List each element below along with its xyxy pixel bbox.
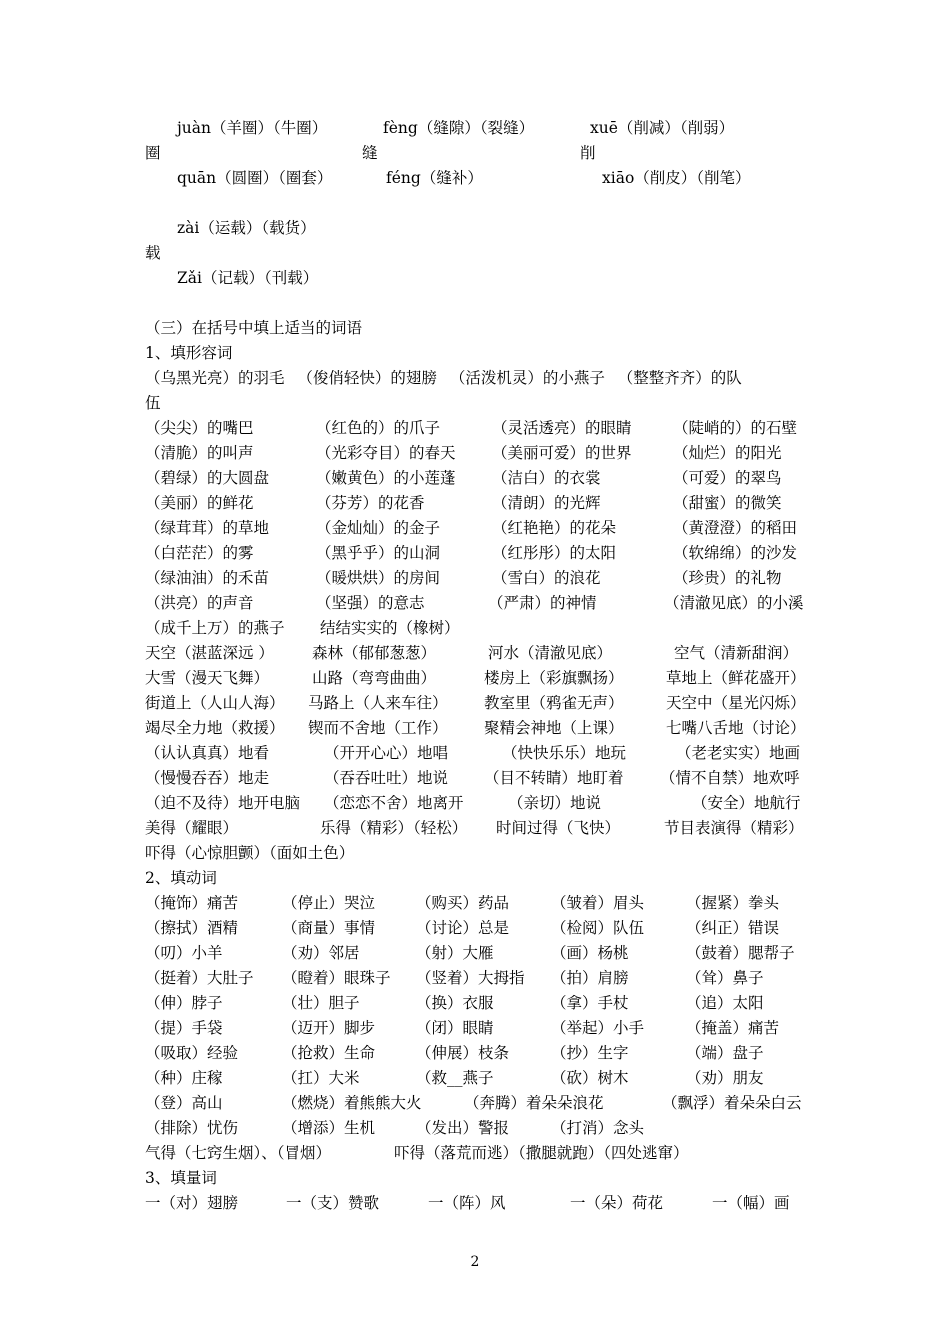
adj-item: （灵活透亮）的眼睛 xyxy=(492,419,632,437)
adj-item: 锲而不舍地（工作） xyxy=(308,719,448,737)
measure-item: 一（对）翅膀 xyxy=(145,1194,239,1212)
verb-item: 吓得（落荒而逃）（撒腿就跑）（四处逃窜） xyxy=(394,1144,689,1162)
verb-item: （拍）肩膀 xyxy=(551,969,629,987)
verb-item: （讨论）总是 xyxy=(416,919,510,937)
adj-item: （情不自禁）地欢呼 xyxy=(660,769,800,787)
measure-item: 一（支）赞歌 xyxy=(286,1194,380,1212)
verb-heading: 2、填动词 xyxy=(145,869,217,887)
verb-item: （停止）哭泣 xyxy=(282,894,376,912)
verb-item: （救__燕子 xyxy=(416,1069,494,1087)
page-number: 2 xyxy=(470,1254,480,1270)
adj-item: （白茫茫）的雾 xyxy=(145,544,254,562)
adj-item: 乐得（精彩）（轻松） xyxy=(320,819,468,837)
pinyin-juan: juàn（羊圈）（牛圈） xyxy=(177,119,328,137)
verb-item: （抄）生字 xyxy=(551,1044,629,1062)
adj-item: 森林（郁郁葱葱） xyxy=(312,644,437,662)
verb-item: （奔腾）着朵朵浪花 xyxy=(464,1094,604,1112)
adj-item: （清澈见底）的小溪 xyxy=(664,594,804,612)
verb-item: （换）衣服 xyxy=(416,994,494,1012)
adj-item: （开开心心）地唱 xyxy=(324,744,449,762)
adj-item: （红色的）的爪子 xyxy=(316,419,441,437)
adj-item: （红艳艳）的花朵 xyxy=(492,519,617,537)
adj-item: 七嘴八舌地（讨论） xyxy=(666,719,806,737)
adj-item: （红彤彤）的太阳 xyxy=(492,544,617,562)
adj-item: 山路（弯弯曲曲） xyxy=(312,669,437,687)
adj-item: （洪亮）的声音 xyxy=(145,594,254,612)
char-xiao: 削 xyxy=(580,144,596,162)
verb-item: （耸）鼻子 xyxy=(686,969,764,987)
adj-item: （可爱）的翠鸟 xyxy=(673,469,782,487)
verb-item: （种）庄稼 xyxy=(145,1069,223,1087)
verb-item: （掩饰）痛苦 xyxy=(145,894,239,912)
adj-item: 美得（耀眼） xyxy=(145,819,239,837)
adj-item: 竭尽全力地（救援） xyxy=(145,719,285,737)
adj-item: 教室里（鸦雀无声） xyxy=(484,694,624,712)
verb-item: （打消）念头 xyxy=(551,1119,645,1137)
adj-item: （安全）地航行 xyxy=(692,794,801,812)
adj-item: （洁白）的衣裳 xyxy=(492,469,601,487)
verb-item: （拿）手杖 xyxy=(551,994,629,1012)
measure-item: 一（朵）荷花 xyxy=(570,1194,664,1212)
verb-item: （迈开）脚步 xyxy=(282,1019,376,1037)
verb-item: （劝）邻居 xyxy=(282,944,360,962)
adj-item: （绿油油）的禾苗 xyxy=(145,569,270,587)
adj-item: （慢慢吞吞）地走 xyxy=(145,769,270,787)
pinyin-xiao: xiāo（削皮）（削笔） xyxy=(602,169,751,187)
verb-item: （吸取）经验 xyxy=(145,1044,239,1062)
adj-item: 时间过得（飞快） xyxy=(496,819,621,837)
verb-item: （握紧）拳头 xyxy=(686,894,780,912)
adj-item: （成千上万）的燕子 xyxy=(145,619,285,637)
verb-item: （瞪着）眼珠子 xyxy=(282,969,391,987)
adj-item: （目不转睛）地盯着 xyxy=(484,769,624,787)
adj-item: （绿茸茸）的草地 xyxy=(145,519,270,537)
adj-item: （迫不及待）地开电脑 xyxy=(145,794,301,812)
pinyin-quan: quān（圆圈）（圈套） xyxy=(177,169,333,187)
pinyin-xue: xuē（削减）（削弱） xyxy=(590,119,735,137)
adj-item: 天空（湛蓝深远 ） xyxy=(145,644,274,662)
adj-item: （暖烘烘）的房间 xyxy=(316,569,441,587)
verb-item: （鼓着）腮帮子 xyxy=(686,944,795,962)
verb-item: （排除）忧伤 xyxy=(145,1119,239,1137)
verb-item: （画）杨桃 xyxy=(551,944,629,962)
adj-item: （黄澄澄）的稻田 xyxy=(673,519,798,537)
verb-item: （举起）小手 xyxy=(551,1019,645,1037)
adj-item: （恋恋不舍）地离开 xyxy=(324,794,464,812)
verb-item: （检阅）队伍 xyxy=(551,919,645,937)
verb-item: （商量）事情 xyxy=(282,919,376,937)
adj-item: 大雪（漫天飞舞） xyxy=(145,669,270,687)
adj-item: （嫩黄色）的小莲蓬 xyxy=(316,469,456,487)
adj-item: （碧绿）的大圆盘 xyxy=(145,469,270,487)
verb-item: （燃烧）着熊熊大火 xyxy=(282,1094,422,1112)
pinyin-feng4: fèng（缝隙）（裂缝） xyxy=(383,119,535,137)
adj-item: （软绵绵）的沙发 xyxy=(673,544,798,562)
adj-item: （清脆）的叫声 xyxy=(145,444,254,462)
verb-item: （掩盖）痛苦 xyxy=(686,1019,780,1037)
adj-item: 聚精会神地（上课） xyxy=(484,719,624,737)
adj-item: （认认真真）地看 xyxy=(145,744,270,762)
adj-item: 楼房上（彩旗飘扬） xyxy=(484,669,624,687)
adj-item: （灿烂）的阳光 xyxy=(673,444,782,462)
measure-heading: 3、填量词 xyxy=(145,1169,217,1187)
pinyin-zai3: Zǎi（记载）（刊载） xyxy=(177,269,319,287)
verb-item: （皱着）眉头 xyxy=(551,894,645,912)
verb-item: （挺着）大肚子 xyxy=(145,969,254,987)
adj-item: （坚强）的意志 xyxy=(316,594,425,612)
char-quan: 圈 xyxy=(145,144,161,162)
adj-item: 草地上（鲜花盛开） xyxy=(666,669,806,687)
pinyin-feng2: féng（缝补） xyxy=(386,169,483,187)
verb-item: （抢救）生命 xyxy=(282,1044,376,1062)
verb-item: （提）手袋 xyxy=(145,1019,223,1037)
adj-item: （快快乐乐）地玩 xyxy=(502,744,627,762)
adj-item: （金灿灿）的金子 xyxy=(316,519,441,537)
verb-item: （增添）生机 xyxy=(282,1119,376,1137)
adj-item: （美丽）的鲜花 xyxy=(145,494,254,512)
verb-item: （擦拭）酒精 xyxy=(145,919,239,937)
adj-item: 马路上（人来车往） xyxy=(308,694,448,712)
adj-item: 天空中（星光闪烁） xyxy=(666,694,806,712)
adj-item: （雪白）的浪花 xyxy=(492,569,601,587)
adj-item: （美丽可爱）的世界 xyxy=(492,444,632,462)
verb-item: （发出）警报 xyxy=(416,1119,510,1137)
measure-item: 一（阵）风 xyxy=(428,1194,506,1212)
verb-item: （登）高山 xyxy=(145,1094,223,1112)
verb-item: （扛）大米 xyxy=(282,1069,360,1087)
verb-item: （伸）脖子 xyxy=(145,994,223,1012)
char-feng: 缝 xyxy=(362,144,378,162)
verb-item: （纠正）错误 xyxy=(686,919,780,937)
adj-item: 空气（清新甜润） xyxy=(674,644,799,662)
adj-item: （芬芳）的花香 xyxy=(316,494,425,512)
adj-item: （黑乎乎）的山洞 xyxy=(316,544,441,562)
adj-item: （吞吞吐吐）地说 xyxy=(324,769,449,787)
adj-item: 节目表演得（精彩） xyxy=(664,819,804,837)
adj-item: 河水（清澈见底） xyxy=(488,644,613,662)
adj-item: （陡峭的）的石壁 xyxy=(673,419,798,437)
verb-item: （竖着）大拇指 xyxy=(416,969,525,987)
adj-item: （光彩夺目）的春天 xyxy=(316,444,456,462)
adj-item: （老老实实）地画 xyxy=(676,744,801,762)
verb-item: （伸展）枝条 xyxy=(416,1044,510,1062)
verb-item: （射）大雁 xyxy=(416,944,494,962)
verb-item: （壮）胆子 xyxy=(282,994,360,1012)
verb-item: 气得（七窍生烟）、（冒烟） xyxy=(145,1144,332,1162)
section-title: （三）在括号中填上适当的词语 xyxy=(145,319,363,337)
adj-item: （珍贵）的礼物 xyxy=(673,569,782,587)
adjective-heading: 1、填形容词 xyxy=(145,344,233,362)
verb-item: （劝）朋友 xyxy=(686,1069,764,1087)
adj-item: （尖尖）的嘴巴 xyxy=(145,419,254,437)
verb-item: （端）盘子 xyxy=(686,1044,764,1062)
adjective-line-wrap: 伍 xyxy=(145,394,161,412)
verb-item: （闭）眼睛 xyxy=(416,1019,494,1037)
verb-item: （购买）药品 xyxy=(416,894,510,912)
verb-item: （追）太阳 xyxy=(686,994,764,1012)
adj-item: 结结实实的（橡树） xyxy=(320,619,460,637)
adjective-line: （乌黑光亮）的羽毛 （俊俏轻快）的翅膀 （活泼机灵）的小燕子 （整整齐齐）的队 xyxy=(145,369,742,387)
adj-item: （甜蜜）的微笑 xyxy=(673,494,782,512)
adj-item: 街道上（人山人海） xyxy=(145,694,285,712)
verb-item: （叨）小羊 xyxy=(145,944,223,962)
verb-item: （砍）树木 xyxy=(551,1069,629,1087)
adj-item: 吓得（心惊胆颤）（面如土色） xyxy=(145,844,355,862)
adj-item: （严肃）的神情 xyxy=(488,594,597,612)
adj-item: （清朗）的光辉 xyxy=(492,494,601,512)
adj-item: （亲切）地说 xyxy=(508,794,602,812)
char-zai: 载 xyxy=(145,244,161,262)
pinyin-zai4: zài（运载）（载货） xyxy=(177,219,316,237)
measure-item: 一（幅）画 xyxy=(712,1194,790,1212)
verb-item: （飘浮）着朵朵白云 xyxy=(662,1094,802,1112)
